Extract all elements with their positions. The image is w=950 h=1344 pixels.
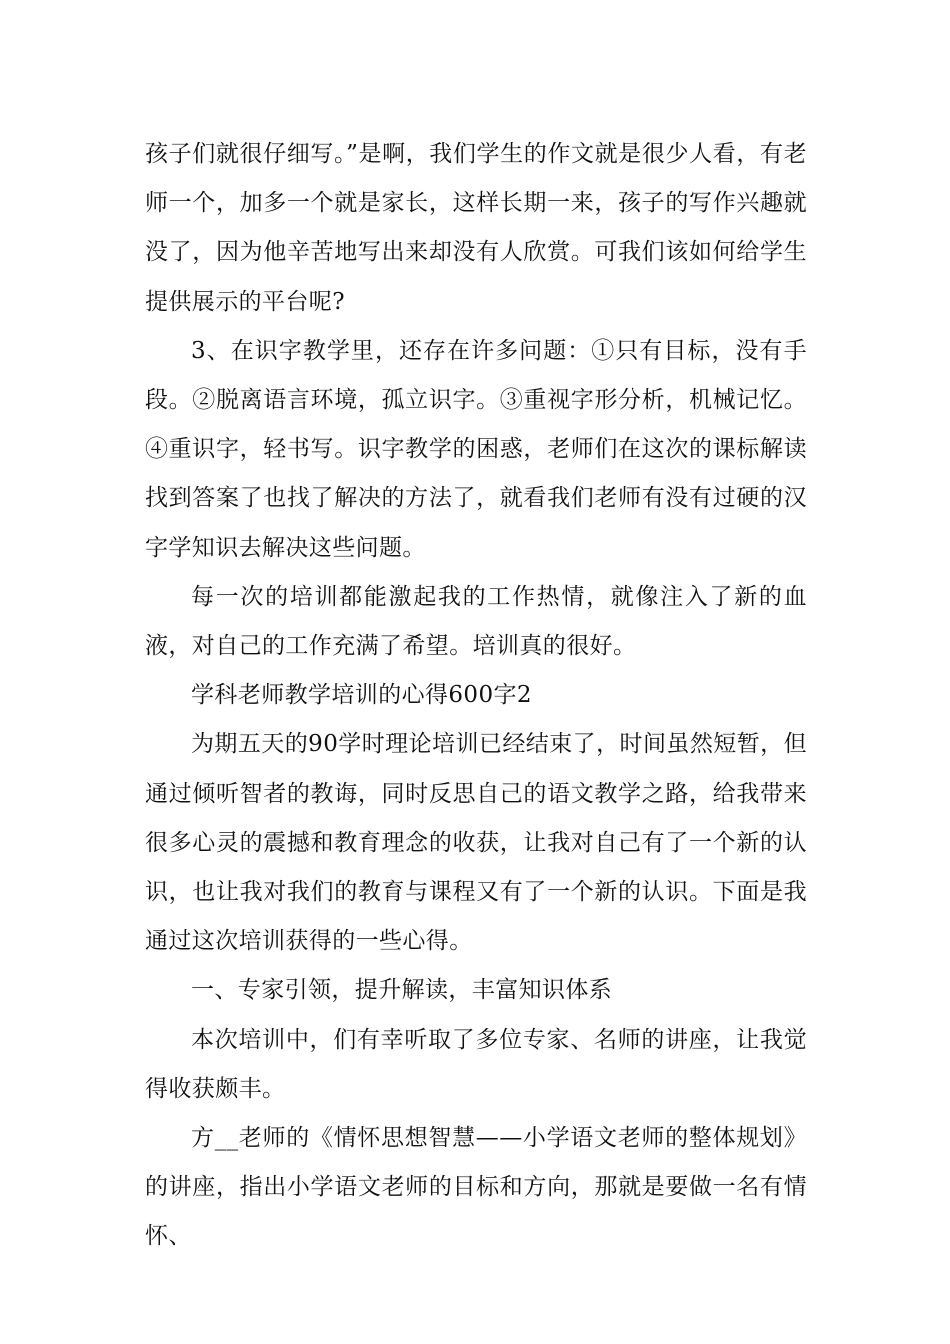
paragraph-2: 3、在识字教学里，还存在许多问题：①只有目标，没有手段。②脱离语言环境，孤立识字。③重视字形分析，机械记忆。④重识字，轻书写。识字教学的困惑，老师们在这次的课标解读找到答案了也找了解决的方法了，就看我们老师有没有过硬的汉字学知识去解决这些问题。 <box>145 337 807 561</box>
paragraph-4: 为期五天的90学时理论培训已经结束了，时间虽然短暂，但通过倾听智者的教诲，同时反思自己的语文教学之路，给我带来很多心灵的震撼和教育理念的收获，让我对自己有了一个新的认识，也让我对我们的教育与课程又有了一个新的认识。下面是我通过这次培训获得的一些心得。 <box>145 731 807 955</box>
paragraph-6: 方__老师的《情怀思想智慧——小学语文老师的整体规划》的讲座，指出小学语文老师的目标和方向，那就是要做一名有情怀、 <box>145 1125 807 1250</box>
section-heading: 学科老师教学培训的心得600字2 <box>191 682 532 709</box>
paragraph-5: 本次培训中，们有幸听取了多位专家、名师的讲座，让我觉得收获颇丰。 <box>145 1026 807 1102</box>
subheading-1: 一、专家引领，提升解读，丰富知识体系 <box>191 977 613 1004</box>
paragraph-3: 每一次的培训都能激起我的工作热情，就像注入了新的血液，对自己的工作充满了希望。培训真的很好。 <box>145 583 807 660</box>
document-body <box>145 130 807 1262</box>
paragraph-1: 孩子们就很仔细写。”是啊，我们学生的作文就是很少人看，有老师一个，加多一个就是家长，这样长期一来，孩子的写作兴趣就没了，因为他辛苦地写出来却没有人欣赏。可我们该如何给学生提供展示的平台呢? <box>145 141 807 315</box>
